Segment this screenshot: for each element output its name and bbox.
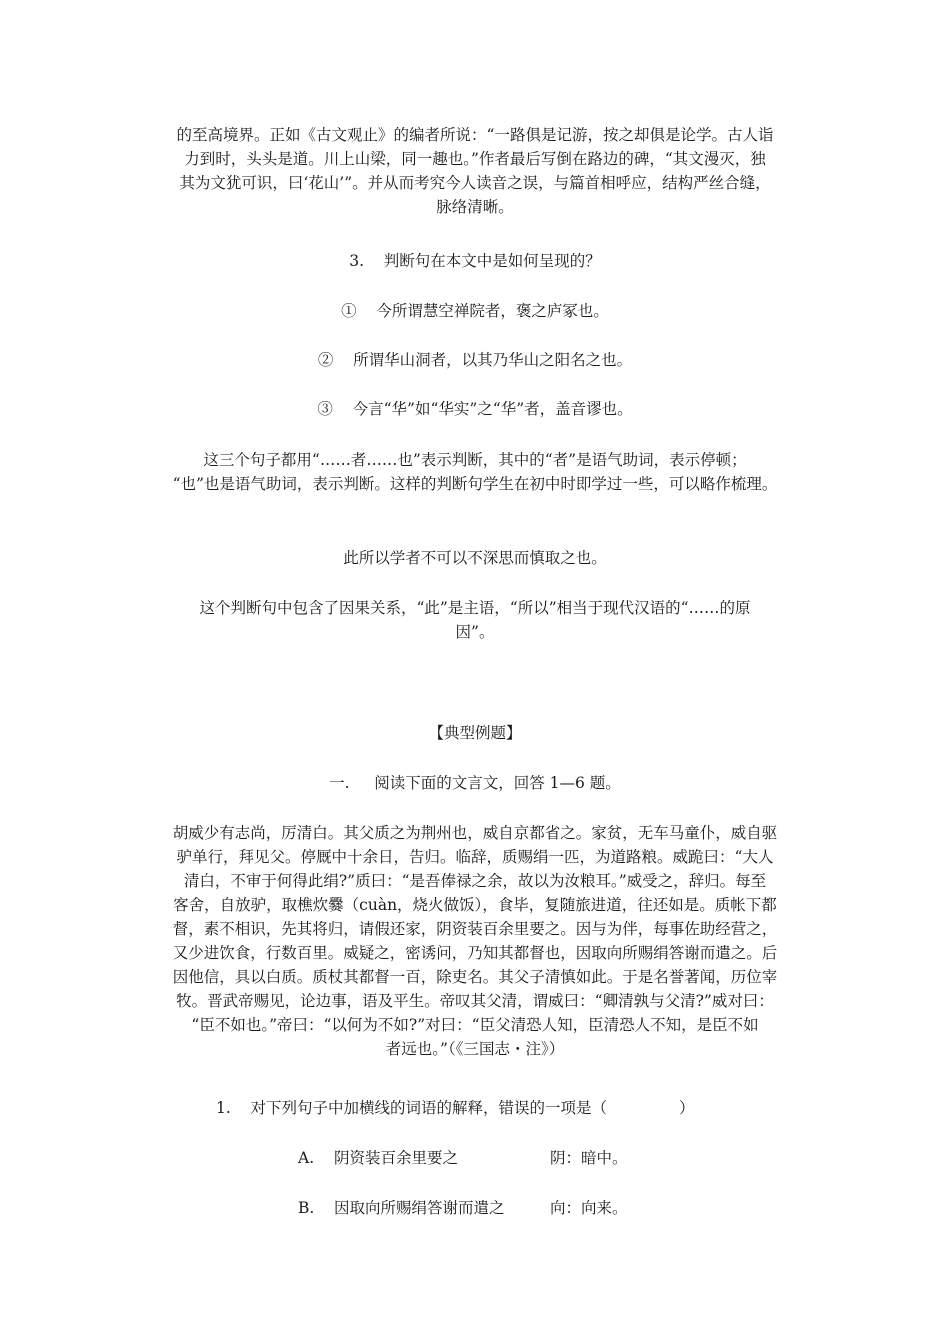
question-close: ）: [679, 1099, 695, 1117]
judgment-sentence: 此所以学者不可以不深思而慎取之也。: [343, 549, 607, 567]
intro-paragraph: [140, 123, 810, 219]
passage-line: 清白，不审于何得此绢?”质曰：“是吾俸禄之余，故以为汝粮耳。”威受之，辞归。每至: [183, 872, 767, 890]
option-b: [298, 1196, 628, 1220]
explanation-line: 这个判断句中包含了因果关系，“此”是主语，“所以”相当于现代汉语的“……的原: [199, 599, 751, 617]
example-text: 今言“华”如“华实”之“华”者，盖音谬也。: [352, 400, 633, 418]
question-3: [140, 249, 810, 273]
question-text: 对下列句子中加横线的词语的解释，错误的一项是（: [250, 1099, 608, 1117]
example-text: 所谓华山洞者，以其乃华山之阳名之也。: [353, 351, 633, 369]
option-a: [298, 1146, 628, 1170]
instruction-text: 阅读下面的文言文，回答 1—6 题。: [374, 774, 621, 792]
explanation-paragraph: [140, 448, 810, 496]
question-number: 1.: [216, 1099, 231, 1117]
instruction-number: 一.: [329, 774, 350, 792]
option-letter: A.: [298, 1149, 315, 1167]
section-title: 【典型例题】: [428, 724, 522, 742]
example-sentence-2: [140, 348, 810, 372]
example-text: 今所谓慧空禅院者，褒之庐冢也。: [376, 302, 609, 320]
option-sentence: 阴资装百余里要之: [334, 1149, 459, 1167]
intro-line: 的至高境界。正如《古文观止》的编者所说：“一路俱是记游，按之却俱是论学。古人诣: [176, 126, 774, 144]
passage-line: 客舍，自放驴，取樵炊爨（cuàn，烧火做饭），食毕，复随旅进道，往还如是。质帐下都: [173, 896, 777, 914]
intro-line: 其为文犹可识，曰‘花山’”。并从而考究今人读音之误，与篇首相呼应，结构严丝合缝，: [179, 174, 771, 192]
passage-line: 又少进饮食，行数百里。威疑之，密诱问，乃知其都督也，因取向所赐绢答谢而遣之。后: [172, 944, 778, 962]
option-gloss: 阴：暗中。: [550, 1149, 628, 1167]
passage-line: 胡威少有志尚，厉清白。其父质之为荆州也，威自京都省之。家贫，无车马童仆，威自驱: [172, 824, 778, 842]
example-number: ①: [341, 302, 357, 320]
example-sentence-3: [140, 397, 810, 421]
passage-line: 驴单行，拜见父。停厩中十余日，告归。临辞，质赐绢一匹，为道路粮。威跪曰：“大人: [176, 848, 774, 866]
classical-passage: [140, 821, 810, 1061]
option-sentence: 因取向所赐绢答谢而遣之: [334, 1199, 505, 1217]
explanation-paragraph-2: [140, 596, 810, 644]
passage-line: 督，素不相识，先其将归，请假还家，阴资装百余里要之。因与为伴，每事佐助经营之，: [172, 920, 778, 938]
question-number: 3.: [349, 252, 365, 270]
reading-instruction: [140, 771, 810, 795]
question-text: 判断句在本文中是如何呈现的？: [383, 252, 601, 270]
intro-line: 脉络清晰。: [436, 198, 514, 216]
passage-line: 因他信，具以白质。质杖其都督一百，除吏名。其父子清慎如此。于是名誉著闻，历位宰: [172, 968, 778, 986]
passage-line: “臣不如也。”帝曰：“以何为不如?”对曰：“臣父清恐人知，臣清恐人不知，是臣不如: [191, 1016, 759, 1034]
option-gloss: 向：向来。: [550, 1199, 628, 1217]
explanation-line: 这三个句子都用“……者……也”表示判断，其中的“者”是语气助词，表示停顿；: [203, 451, 747, 469]
example-sentence-1: [140, 299, 810, 323]
example-number: ②: [317, 351, 334, 369]
passage-line: 牧。晋武帝赐见，论边事，语及平生。帝叹其父清，谓威曰：“卿清孰与父清?”威对曰：: [176, 992, 774, 1010]
passage-line: 者远也。”（《三国志・注》）: [385, 1040, 565, 1058]
example-number: ③: [317, 400, 333, 418]
option-letter: B.: [298, 1199, 315, 1217]
question-1: [216, 1096, 695, 1120]
explanation-line: “也”也是语气助词，表示判断。这样的判断句学生在初中时即学过一些，可以略作梳理。: [172, 475, 778, 493]
intro-line: 力到时，头头是道。川上山梁，同一趣也。”作者最后写倒在路边的碑，“其文漫灭，独: [184, 150, 766, 168]
explanation-line: 因”。: [455, 623, 495, 641]
